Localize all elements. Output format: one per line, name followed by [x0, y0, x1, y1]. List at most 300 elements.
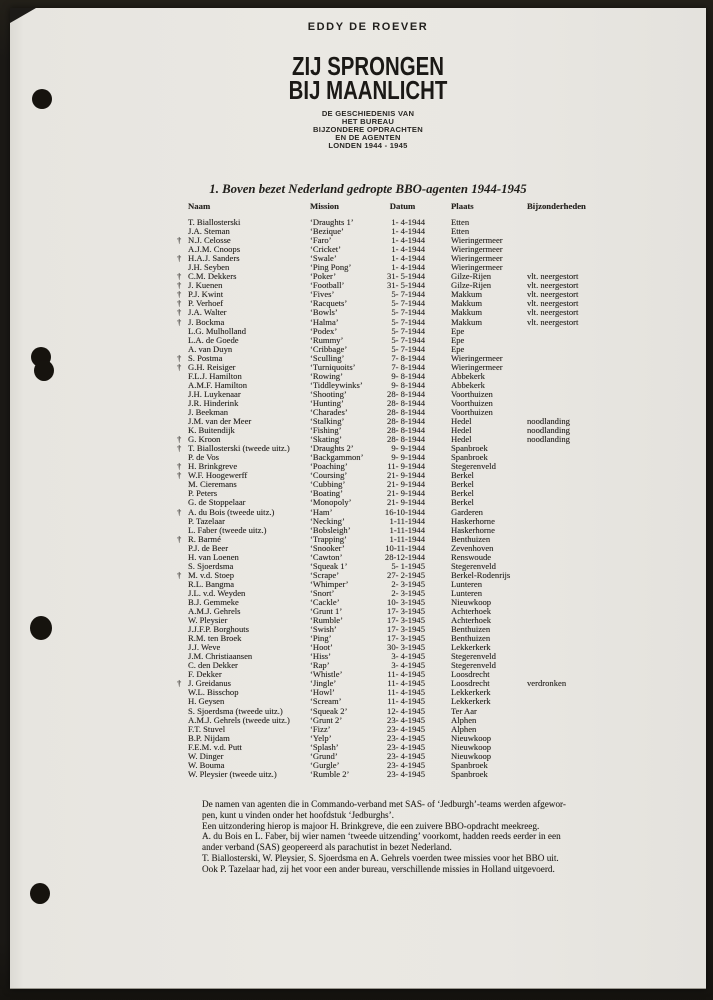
cell-bz: [527, 390, 617, 399]
cell-dag: [177, 390, 188, 399]
cell-pl: Nieuwkoop: [451, 732, 492, 743]
cell-mis: ‘Poker’: [310, 271, 337, 282]
cell-bz: [527, 345, 617, 354]
cell-dag: †: [177, 235, 182, 246]
cell-pl: Wieringermeer: [451, 352, 503, 363]
cell-mis: ‘Whimper’: [310, 578, 349, 589]
cell-pl: Benthuizen: [451, 624, 491, 635]
cell-sp: [425, 679, 451, 688]
cell-bz: vlt. neergestort: [527, 307, 579, 318]
cell-naam: J.A. Steman: [188, 226, 230, 237]
cell-pl: Lekkerkerk: [451, 642, 491, 653]
cell-dag: †: [177, 533, 182, 544]
cell-naam: J.L. v.d. Weyden: [188, 587, 246, 598]
cell-naam: H. Brinkgreve: [188, 461, 238, 472]
cell-naam: F.T. Stuvel: [188, 723, 226, 734]
cell-pl: Stegerenveld: [451, 461, 496, 472]
cell-sp: [425, 471, 451, 480]
cell-naam: A. van Duyn: [188, 343, 233, 354]
cell-pl: Benthuizen: [451, 533, 491, 544]
cell-naam: K. Buitendijk: [188, 425, 235, 436]
cell-dag: †: [177, 352, 182, 363]
cell-mis: ‘Ping Pong’: [310, 262, 352, 273]
cell-naam: J.H. Luykenaar: [188, 388, 241, 399]
cell-dag: [177, 770, 188, 779]
cell-naam: J. Greidanus: [188, 678, 231, 689]
cell-dat: 5- 7-1944: [391, 289, 425, 300]
cell-bz: [527, 535, 617, 544]
cell-mis: ‘Scream’: [310, 696, 342, 707]
cell-pl: Wieringermeer: [451, 253, 503, 264]
cell-mis: ‘Grund’: [310, 750, 338, 761]
cell-mis: ‘Ham’: [310, 506, 333, 517]
cell-pl: Lekkerkerk: [451, 696, 491, 707]
cell-bz: [527, 489, 617, 498]
cell-mis: ‘Rap’: [310, 660, 330, 671]
cell-sp: [425, 688, 451, 697]
cell-pl: Alphen: [451, 714, 477, 725]
cell-dag: †: [177, 271, 182, 282]
cell-dat: 23- 4-1945: [387, 732, 425, 743]
cell-sp: [425, 227, 451, 236]
cell-mis: ‘Howl’: [310, 687, 335, 698]
cell-naam: J.J. Weve: [188, 642, 221, 653]
cell-pl: Epe: [451, 334, 465, 345]
cell-pl: Makkum: [451, 298, 483, 309]
cell-pl: Gilze-Rijen: [451, 280, 492, 291]
cell-mis: ‘Snort’: [310, 587, 335, 598]
cell-dag: [177, 761, 188, 770]
cell-sp: [425, 625, 451, 634]
cell-sp: [425, 435, 451, 444]
cell-sp: [425, 480, 451, 489]
cell-naam: G. Kroon: [188, 434, 221, 445]
cell-dat: 1-11-1944: [389, 515, 425, 526]
cell-pl: Wieringermeer: [451, 361, 503, 372]
cell-dag: †: [177, 307, 182, 318]
cell-dat: 2- 3-1945: [391, 578, 425, 589]
cell-dag: [177, 580, 188, 589]
cell-bz: [527, 589, 617, 598]
cell-bz: [527, 399, 617, 408]
cell-dat: 28- 8-1944: [387, 388, 425, 399]
cell-naam: T. Biallosterski (tweede uitz.): [188, 443, 290, 454]
cell-sp: [425, 707, 451, 716]
cell-dag: [177, 688, 188, 697]
cell-dat: 1- 4-1944: [391, 226, 425, 237]
cell-bz: [527, 725, 617, 734]
cell-mis: ‘Sculling’: [310, 352, 345, 363]
cell-naam: G. de Stoppelaar: [188, 497, 246, 508]
column-header-dagger: [177, 201, 188, 214]
cell-sp: [425, 607, 451, 616]
cell-naam: P. Verhoef: [188, 298, 224, 309]
cell-naam: J.R. Hinderink: [188, 397, 239, 408]
cell-bz: [527, 734, 617, 743]
cell-dat: 5- 7-1944: [391, 343, 425, 354]
cell-mis: ‘Squeak 1’: [310, 560, 348, 571]
cell-dat: 9- 8-1944: [391, 370, 425, 381]
cell-sp: [425, 661, 451, 670]
cell-pl: Berkel: [451, 470, 474, 481]
cell-dat: 17- 3-1945: [387, 624, 425, 635]
cell-dag: [177, 652, 188, 661]
cell-sp: [425, 381, 451, 390]
cell-mis: ‘Bezique’: [310, 226, 344, 237]
footnote-line: De namen van agenten die in Commando-verband met SAS- of ‘Jedburgh’-teams werden afgewor-: [202, 799, 566, 809]
cell-sp: [425, 254, 451, 263]
cell-mis: ‘Grunt 2’: [310, 714, 343, 725]
subtitle-line: BIJZONDERE OPDRACHTEN: [313, 125, 423, 134]
cell-sp: [425, 336, 451, 345]
cell-sp: [425, 526, 451, 535]
cell-naam: F.E.M. v.d. Putt: [188, 741, 242, 752]
cell-mis: ‘Fizz’: [310, 723, 331, 734]
cell-pl: Stegerenveld: [451, 651, 496, 662]
cell-naam: P.J. de Beer: [188, 542, 229, 553]
cell-mis: ‘Rumble’: [310, 615, 343, 626]
cell-naam: H. van Loenen: [188, 551, 239, 562]
cell-pl: Abbekerk: [451, 370, 485, 381]
cell-dat: 23- 4-1945: [387, 723, 425, 734]
cell-bz: [527, 526, 617, 535]
footnote-line: Een uitzondering hierop is majoor H. Brinkgreve, die een zuivere BBO-opdracht meekreeg.: [202, 820, 540, 831]
footnote-line: ander verband (SAS) geopereerd als parachutist in bezet Nederland.: [202, 842, 452, 853]
cell-naam: S. Sjoerdsma (tweede uitz.): [188, 705, 283, 716]
cell-bz: [527, 625, 617, 634]
cell-mis: ‘Draughts 1’: [310, 217, 354, 227]
cell-mis: ‘Snooker’: [310, 542, 345, 553]
cell-bz: [527, 218, 617, 227]
cell-dag: [177, 327, 188, 336]
cell-dat: 21- 9-1944: [387, 479, 425, 490]
agents-table: [177, 201, 617, 779]
cell-dag: †: [177, 280, 182, 291]
cell-dag: †: [177, 506, 182, 517]
cell-mis: ‘Backgammon’: [310, 452, 364, 463]
subtitle-line: HET BUREAU: [341, 117, 395, 126]
cell-naam: P. Tazelaar: [188, 515, 225, 526]
cell-dat: 23- 4-1945: [387, 759, 425, 770]
cell-pl: Makkum: [451, 316, 483, 327]
cell-sp: [425, 489, 451, 498]
footnote-line: pen, kunt u vinden onder het hoofdstuk ‘Jedburghs’.: [202, 809, 394, 820]
cell-pl: Etten: [451, 226, 470, 237]
cell-bz: [527, 453, 617, 462]
cell-naam: L. Faber (tweede uitz.): [188, 524, 267, 535]
punch-hole: [34, 360, 54, 381]
cell-bz: noodlanding: [527, 434, 570, 445]
cell-naam: R.M. ten Broek: [188, 633, 242, 644]
cell-pl: Achterhoek: [451, 606, 492, 617]
cell-sp: [425, 290, 451, 299]
cell-sp: [425, 589, 451, 598]
cell-bz: [527, 752, 617, 761]
cell-sp: [425, 770, 451, 779]
cell-mis: ‘Hiss’: [310, 651, 332, 662]
cell-dat: 5- 7-1944: [391, 334, 425, 345]
cell-naam: A.M.J. Gehrels: [188, 606, 241, 617]
cell-mis: ‘Skating’: [310, 434, 342, 445]
cell-dag: [177, 372, 188, 381]
cell-naam: J. Bockma: [188, 316, 225, 327]
cell-pl: Zevenhoven: [451, 542, 494, 553]
book-title: [30, 55, 706, 103]
cell-mis: ‘Squeak 2’: [310, 705, 348, 716]
cell-dag: †: [177, 678, 182, 689]
cell-dat: 21- 9-1944: [387, 470, 425, 481]
cell-pl: Voorthuizen: [451, 406, 493, 417]
cell-sp: [425, 327, 451, 336]
cell-mis: ‘Racquets’: [310, 298, 348, 309]
cell-sp: [425, 354, 451, 363]
cell-dag: [177, 489, 188, 498]
cell-dat: 5- 7-1944: [391, 316, 425, 327]
cell-pl: Makkum: [451, 289, 483, 300]
cell-naam: S. Postma: [188, 352, 223, 363]
cell-sp: [425, 426, 451, 435]
cell-pl: Renswoude: [451, 551, 492, 562]
cell-dat: 31- 5-1944: [387, 280, 425, 291]
cell-mis: ‘Draughts 2’: [310, 443, 354, 454]
table-header: [177, 201, 617, 214]
cell-dat: 23- 4-1945: [387, 714, 425, 725]
cell-pl: Makkum: [451, 307, 483, 318]
footnote-line: T. Biallosterski, W. Pleysier, S. Sjoerdsma en A. Gehrels voerden twee missies voor het BBO uit.: [202, 852, 559, 863]
cell-sp: [425, 272, 451, 281]
cell-pl: Nieuwkoop: [451, 596, 492, 607]
cell-dag: [177, 218, 188, 227]
cell-bz: [527, 661, 617, 670]
cell-sp: [425, 417, 451, 426]
cell-mis: ‘Stalking’: [310, 416, 345, 427]
cell-dat: 10- 3-1945: [387, 596, 425, 607]
cell-mis: ‘Cawton’: [310, 551, 343, 562]
cell-bz: [527, 761, 617, 770]
column-header-mission: Mission: [310, 201, 339, 211]
cell-sp: [425, 553, 451, 562]
cell-pl: Haskerhorne: [451, 515, 495, 526]
cell-mis: ‘Cackle’: [310, 596, 340, 607]
cell-sp: [425, 263, 451, 272]
cell-mis: ‘Jingle’: [310, 678, 337, 689]
cell-bz: vlt. neergestort: [527, 280, 579, 291]
footnote-line: A. du Bois en L. Faber, bij wier namen ‘tweede uitzending’ voorkomt, hadden reeds eerder in een: [202, 831, 561, 842]
cell-pl: Ter Aar: [451, 705, 477, 716]
column-header-plaats: Plaats: [451, 201, 474, 211]
cell-naam: H. Geysen: [188, 696, 225, 707]
cell-dat: 7- 8-1944: [391, 352, 425, 363]
cell-dat: 23- 4-1945: [387, 750, 425, 761]
cell-dag: [177, 544, 188, 553]
cell-dat: 1-11-1944: [389, 533, 425, 544]
cell-bz: [527, 498, 617, 507]
cell-pl: Berkel: [451, 488, 474, 499]
cell-bz: [527, 236, 617, 245]
cell-pl: Lunteren: [451, 578, 483, 589]
cell-dag: †: [177, 434, 182, 445]
book-title-line1: ZIJ SPRONGEN: [292, 53, 444, 81]
cell-pl: Stegerenveld: [451, 560, 496, 571]
cell-dag: [177, 616, 188, 625]
cell-sp: [425, 544, 451, 553]
cell-dat: 5- 1-1945: [391, 560, 425, 571]
cell-bz: verdronken: [527, 678, 567, 689]
footnote-line: Ook P. Tazelaar had, zij het voor een ander bureau, verschillende missies in Holland uitgevoerd.: [202, 863, 555, 874]
cell-bz: [527, 607, 617, 616]
cell-dat: 11- 4-1945: [387, 669, 425, 680]
cell-bz: [527, 245, 617, 254]
cell-naam: H.A.J. Sanders: [188, 253, 240, 264]
cell-sp: [425, 372, 451, 381]
cell-mis: ‘Rumble 2’: [310, 768, 350, 779]
cell-dat: 28- 8-1944: [387, 416, 425, 427]
cell-sp: [425, 535, 451, 544]
cell-dag: †: [177, 289, 182, 300]
cell-naam: A.J.M. Cnoops: [188, 244, 241, 255]
cell-mis: ‘Cribbage’: [310, 343, 348, 354]
cell-mis: ‘Boating’: [310, 488, 343, 499]
subtitle-line: DE GESCHIEDENIS VAN: [321, 109, 415, 118]
table-row: [177, 770, 617, 779]
cell-pl: Voorthuizen: [451, 388, 493, 399]
punch-hole: [30, 616, 52, 640]
cell-dat: 21- 9-1944: [387, 488, 425, 499]
cell-bz: [527, 562, 617, 571]
cell-bz: [527, 598, 617, 607]
cell-naam: G.H. Reisiger: [188, 361, 236, 372]
cell-pl: Gilze-Rijen: [451, 271, 492, 282]
cell-naam: A.M.F. Hamilton: [188, 379, 247, 390]
cell-pl: Spanbroek: [451, 759, 488, 770]
cell-bz: [527, 707, 617, 716]
cell-bz: [527, 354, 617, 363]
cell-dat: 11- 4-1945: [387, 696, 425, 707]
cell-dat: 27- 2-1945: [387, 569, 425, 580]
cell-dat: 17- 3-1945: [387, 633, 425, 644]
footnotes: [202, 799, 566, 875]
cell-bz: [527, 770, 617, 779]
cell-dag: †: [177, 316, 182, 327]
cell-bz: vlt. neergestort: [527, 289, 579, 300]
cell-sp: [425, 390, 451, 399]
cell-dat: 1- 4-1944: [391, 262, 425, 273]
cell-mis: ‘Coursing’: [310, 470, 348, 481]
cell-mis: ‘Podex’: [310, 325, 338, 336]
cell-naam: M. v.d. Stoep: [188, 569, 234, 580]
cell-naam: B.J. Gemmeke: [188, 596, 239, 607]
column-header-bijzonderheden: Bijzonderheden: [527, 201, 586, 211]
cell-sp: [425, 444, 451, 453]
cell-dag: [177, 336, 188, 345]
cell-dat: 7- 8-1944: [391, 361, 425, 372]
cell-pl: Garderen: [451, 506, 483, 517]
cell-bz: [527, 697, 617, 706]
cell-dag: †: [177, 470, 182, 481]
scanned-page: [10, 8, 706, 989]
cell-sp: [425, 363, 451, 372]
cell-pl: Spanbroek: [451, 443, 488, 454]
cell-bz: [527, 580, 617, 589]
cell-dat: 5- 7-1944: [391, 325, 425, 336]
cell-dat: 17- 3-1945: [387, 606, 425, 617]
cell-dat: 28- 8-1944: [387, 397, 425, 408]
cell-bz: [527, 517, 617, 526]
cell-dat: 1- 4-1944: [391, 217, 425, 227]
cell-sp: [425, 236, 451, 245]
cell-dag: [177, 417, 188, 426]
cell-dag: [177, 725, 188, 734]
cell-dag: [177, 553, 188, 562]
cell-mis: ‘Halma’: [310, 316, 339, 327]
cell-sp: [425, 634, 451, 643]
cell-naam: T. Biallosterski: [188, 217, 241, 227]
cell-naam: R. Barmé: [188, 533, 221, 544]
cell-sp: [425, 508, 451, 517]
cell-dat: 5- 7-1944: [391, 307, 425, 318]
cell-pl: Epe: [451, 343, 465, 354]
cell-sp: [425, 652, 451, 661]
cell-pl: Haskerhorne: [451, 524, 495, 535]
cell-mis: ‘Bobsleigh’: [310, 524, 351, 535]
cell-sp: [425, 299, 451, 308]
cell-dat: 9- 9-1944: [391, 452, 425, 463]
cell-sp: [425, 571, 451, 580]
cell-dat: 5- 7-1944: [391, 298, 425, 309]
cell-pl: Spanbroek: [451, 452, 488, 463]
cell-naam: P. de Vos: [188, 452, 219, 463]
cell-sp: [425, 408, 451, 417]
cell-pl: Epe: [451, 325, 465, 336]
cell-dat: 11- 9-1944: [387, 461, 425, 472]
cell-dat: 17- 3-1945: [387, 615, 425, 626]
cell-dag: [177, 399, 188, 408]
cell-mis: ‘Hoot’: [310, 642, 333, 653]
cell-bz: vlt. neergestort: [527, 316, 579, 327]
cell-pl: Nieuwkoop: [451, 741, 492, 752]
cell-sp: [425, 725, 451, 734]
cell-mis: ‘Ping’: [310, 633, 332, 644]
subtitle-line: LONDEN 1944 - 1945: [328, 141, 408, 150]
cell-dat: 1- 4-1944: [391, 253, 425, 264]
cell-bz: [527, 688, 617, 697]
cell-dag: [177, 480, 188, 489]
cell-dat: 10-11-1944: [385, 542, 425, 553]
cell-mis: ‘Rowing’: [310, 370, 343, 381]
cell-dag: †: [177, 253, 182, 264]
cell-bz: [527, 553, 617, 562]
cell-dag: [177, 517, 188, 526]
cell-naam: R.L. Bangma: [188, 578, 235, 589]
cell-bz: [527, 652, 617, 661]
cell-dag: †: [177, 443, 182, 454]
cell-dag: [177, 634, 188, 643]
cell-pl: Berkel: [451, 479, 474, 490]
cell-bz: [527, 363, 617, 372]
punch-hole: [30, 883, 50, 904]
cell-mis: ‘Fives’: [310, 289, 335, 300]
cell-naam: W. Bouma: [188, 759, 225, 770]
cell-dat: 3- 4-1945: [391, 651, 425, 662]
cell-dag: †: [177, 361, 182, 372]
cell-dag: [177, 607, 188, 616]
cell-mis: ‘Charades’: [310, 406, 348, 417]
cell-naam: J.A. Walter: [188, 307, 227, 318]
cell-pl: Abbekerk: [451, 379, 485, 390]
cell-dat: 1-11-1944: [389, 524, 425, 535]
cell-sp: [425, 308, 451, 317]
cell-pl: Wieringermeer: [451, 244, 503, 255]
